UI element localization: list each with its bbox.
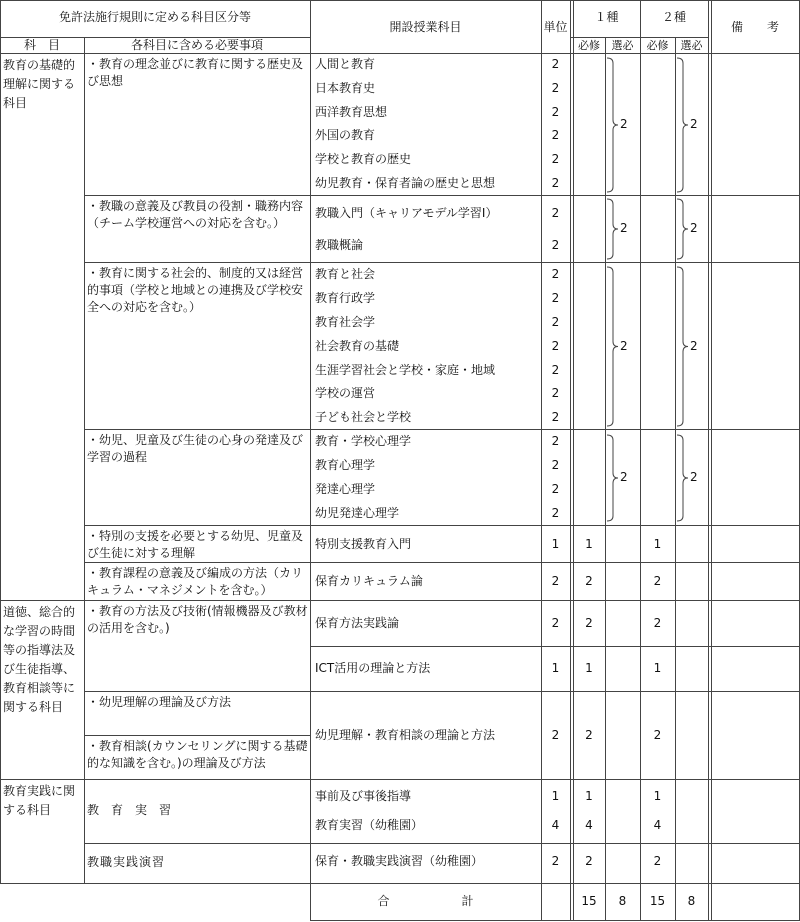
course-name: 保育・教職実践演習（幼稚園） (315, 854, 484, 868)
requirement-item: ・教育の方法及び技術(情報機器及び教材の活用を含む。) (87, 604, 308, 635)
course-units: 2 (551, 81, 560, 95)
course-units: 2 (551, 291, 560, 305)
total-t2-elective: 8 (687, 894, 696, 908)
header-course: 開設授業科目 (389, 20, 462, 34)
course-units: 2 (551, 482, 560, 496)
course-units: 2 (551, 238, 560, 252)
col-line-subject (84, 37, 85, 883)
rule-req7 (84, 691, 800, 692)
course-units: 2 (551, 267, 560, 281)
rule-practice (84, 843, 800, 844)
course-t2-required: 4 (653, 818, 662, 832)
requirement-item: ・特別の支援を必要とする幼児、児童及び生徒に対する理解 (87, 529, 304, 560)
requirement-item: ・教育課程の意義及び編成の方法（カリキュラム・マネジメントを含む。） (87, 566, 304, 597)
header-remarks: 備 考 (730, 20, 779, 34)
requirement-item: ・教育相談(カウンセリングに関する基礎的な知識を含む。)の理論及び方法 (87, 739, 308, 770)
course-t2-required: 2 (653, 728, 662, 742)
course-name: 人間と教育 (315, 57, 376, 71)
elective-units-type1: 2 (620, 221, 628, 235)
elective-brace-type1 (605, 434, 619, 522)
elective-brace-type2 (675, 198, 689, 260)
course-units: 1 (551, 661, 560, 675)
course-t1-required: 1 (585, 537, 593, 551)
course-name: 教育社会学 (315, 315, 376, 329)
elective-units-type1: 2 (620, 338, 628, 353)
course-units: 2 (551, 315, 560, 329)
course-t1-required: 2 (585, 616, 593, 630)
header-type1: １種 (594, 10, 619, 24)
category-foundational: 教育の基礎的理解に関する科目 (3, 58, 76, 110)
course-units: 2 (551, 363, 560, 377)
requirement-item: ・教職の意義及び教員の役割・職務内容（チーム学校運営への対応を含む。） (87, 199, 304, 230)
header-t2-elective: 選必 (680, 39, 703, 52)
rule-req1 (84, 195, 800, 196)
col-line-remarks (708, 0, 709, 921)
course-units: 2 (551, 386, 560, 400)
course-name: 事前及び事後指導 (315, 789, 412, 803)
total-t2-required: 15 (649, 894, 666, 908)
course-t2-required: 2 (653, 854, 662, 868)
course-name: 教育実習（幼稚園） (315, 818, 424, 832)
rule-course-ict (310, 646, 800, 647)
header-t1-required: 必修 (578, 39, 600, 52)
course-units: 2 (551, 728, 560, 742)
rule-cat3 (0, 779, 800, 780)
course-t1-required: 2 (585, 854, 593, 868)
rule-total (0, 883, 800, 884)
col-line-type1-double (573, 0, 574, 921)
header-t2-required: 必修 (646, 39, 669, 52)
header-required-items: 各科目に含める必要事項 (130, 38, 263, 52)
course-t2-required: 1 (653, 537, 662, 551)
course-name: 幼児発達心理学 (315, 506, 400, 520)
total-label: 合 計 (377, 894, 474, 908)
border-bottom (310, 920, 800, 921)
requirement-item: ・教育に関する社会的、制度的又は経営的事項（学校と地域との連携及び学校安全への対応を含む。） (87, 266, 304, 314)
course-name: 保育方法実践論 (315, 616, 400, 630)
requirement-item: ・教育の理念並びに教育に関する歴史及び思想 (87, 57, 304, 88)
course-t1-required: 1 (585, 661, 593, 675)
course-units: 2 (551, 57, 560, 71)
rule-req3 (84, 429, 800, 430)
course-name: 生涯学習社会と学校・家庭・地域 (315, 363, 496, 377)
course-units: 2 (551, 616, 560, 630)
col-line-course (310, 0, 311, 921)
elective-brace-type2 (675, 266, 689, 427)
course-name: 幼児教育・保育者論の歴史と思想 (315, 176, 496, 190)
course-name: 学校と教育の歴史 (315, 152, 412, 166)
course-t2-required: 1 (653, 661, 662, 675)
course-name: 幼児理解・教育相談の理論と方法 (315, 728, 496, 742)
rule-cat2 (0, 600, 800, 601)
requirement-item: ・幼児理解の理論及び方法 (87, 695, 232, 709)
course-units: 1 (551, 537, 560, 551)
course-name: 学校の運営 (315, 386, 376, 400)
course-units: 2 (551, 206, 560, 220)
header-category-group: 免許法施行規則に定める科目区分等 (58, 10, 251, 24)
header-subject: 科 目 (23, 38, 60, 52)
total-t1-elective: 8 (618, 894, 627, 908)
border-top (0, 0, 800, 1)
elective-brace-type2 (675, 434, 689, 522)
elective-units-type2: 2 (690, 470, 698, 484)
total-t1-required: 15 (581, 894, 597, 908)
header-type2: ２種 (661, 10, 686, 24)
requirement-teaching-seminar: 教職実践演習 (87, 855, 166, 869)
category-guidance: 道徳、総合的な学習の時間等の指導法及び生徒指導、教育相談等に関する科目 (3, 605, 76, 714)
course-name: 教育心理学 (315, 458, 376, 472)
elective-units-type2: 2 (690, 221, 698, 235)
rule-req2 (84, 262, 800, 263)
course-name: 教育・学校心理学 (315, 434, 412, 448)
header-units: 単位 (543, 20, 568, 34)
elective-brace-type1 (605, 198, 619, 260)
course-units: 2 (551, 458, 560, 472)
course-name: 日本教育史 (315, 81, 376, 95)
header-t1-elective: 選必 (611, 39, 634, 52)
course-units: 2 (551, 854, 560, 868)
rule-req4 (84, 525, 800, 526)
elective-brace-type1 (605, 266, 619, 427)
course-units: 2 (551, 574, 560, 588)
course-t2-required: 2 (653, 616, 662, 630)
elective-units-type1: 2 (620, 117, 628, 131)
rule-req8 (84, 735, 310, 736)
course-name: 社会教育の基礎 (315, 339, 400, 353)
course-t1-required: 1 (585, 789, 593, 803)
course-units: 2 (551, 434, 560, 448)
course-name: 特別支援教育入門 (315, 537, 412, 551)
course-name: ICT活用の理論と方法 (315, 661, 431, 675)
course-name: 保育カリキュラム論 (315, 574, 423, 588)
col-line-type2 (640, 0, 641, 921)
course-units: 2 (551, 152, 560, 166)
elective-units-type2: 2 (690, 338, 698, 353)
course-units: 2 (551, 506, 560, 520)
course-t1-required: 2 (585, 574, 593, 588)
course-units: 2 (551, 339, 560, 353)
course-name: 西洋教育思想 (315, 105, 388, 119)
course-name: 教職概論 (315, 238, 364, 252)
course-units: 2 (551, 105, 560, 119)
course-name: 子ども社会と学校 (315, 410, 412, 424)
course-t1-required: 4 (585, 818, 593, 832)
elective-brace-type1 (605, 57, 619, 193)
course-name: 外国の教育 (315, 128, 376, 142)
col-line-type1 (570, 0, 571, 921)
category-practice: 教育実践に関する科目 (3, 784, 76, 817)
course-units: 4 (551, 818, 560, 832)
course-t2-required: 2 (653, 574, 662, 588)
course-name: 発達心理学 (315, 482, 376, 496)
border-left (0, 0, 1, 884)
col-line-remarks-double (711, 0, 712, 921)
rule-req5 (84, 562, 800, 563)
course-name: 教職入門（キャリアモデル学習Ⅰ） (315, 206, 498, 220)
course-name: 教育と社会 (315, 267, 376, 281)
elective-units-type1: 2 (620, 470, 628, 484)
requirement-teaching-practice: 教 育 実 習 (87, 803, 172, 817)
course-units: 2 (551, 410, 560, 424)
course-t2-required: 1 (653, 789, 662, 803)
course-units: 1 (551, 789, 560, 803)
course-units: 2 (551, 128, 560, 142)
course-t1-required: 2 (585, 728, 593, 742)
course-units: 2 (551, 176, 560, 190)
course-name: 教育行政学 (315, 291, 376, 305)
elective-brace-type2 (675, 57, 689, 193)
requirement-item: ・幼児、児童及び生徒の心身の発達及び学習の過程 (87, 433, 304, 464)
elective-units-type2: 2 (690, 117, 698, 131)
